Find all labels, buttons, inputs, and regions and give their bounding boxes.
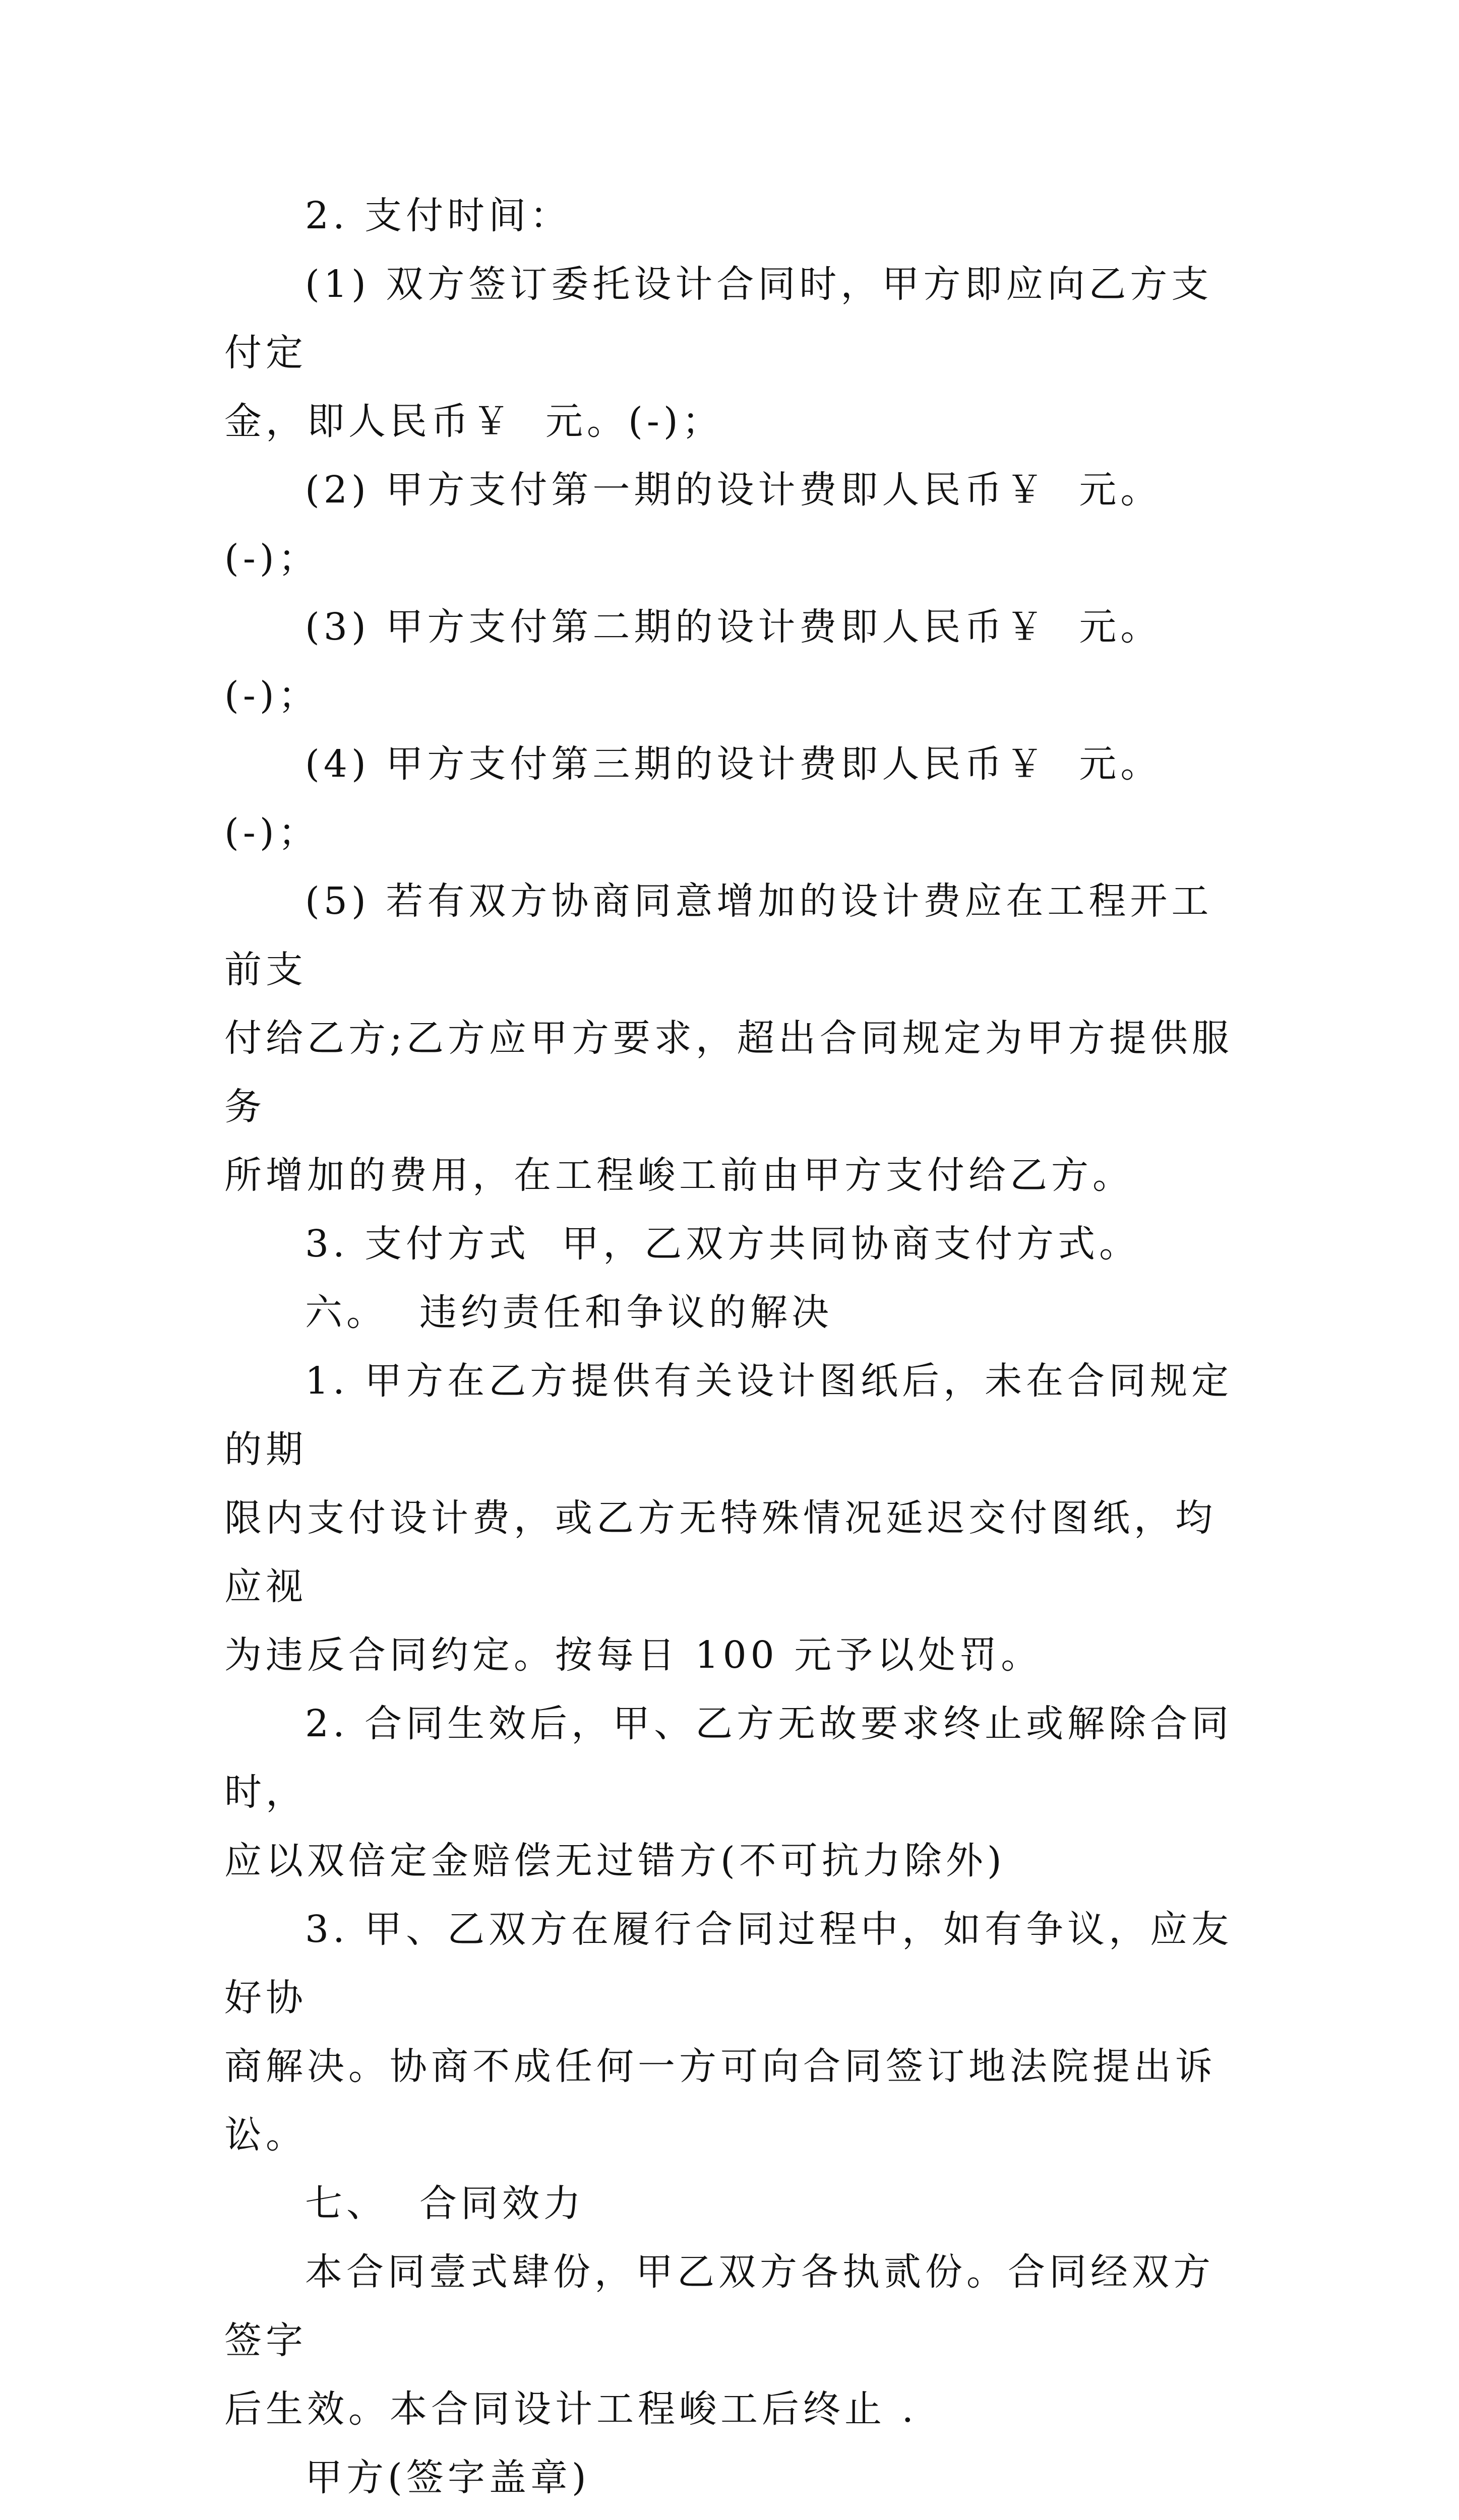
text-line: (4) 甲方支付第三期的设计费即人民币￥ 元。(-)； — [224, 742, 1162, 854]
text-line: 后生效。本合同设计工程峻工后终止 . — [224, 2387, 918, 2431]
text-line: (5) 若有双方协商同意增加的设计费应在工程开工前支 — [224, 879, 1213, 991]
text-line: 3. 甲、乙双方在履行合同过程中，如有争议，应友好协 — [224, 1908, 1233, 2020]
text-line: 限内支付设计费，或乙方无特殊情况延迟交付图纸，均应视 — [224, 1496, 1217, 1608]
phone-line — [224, 2512, 1248, 2520]
text-line: 1. 甲方在乙方提供有关设计图纸后，未在合同规定的期 — [224, 1359, 1233, 1471]
text-line: 所增加的费用，在工程峻工前由甲方支付给乙方。 — [224, 1154, 1134, 1197]
text-line: 本合同壹式肆份，甲乙双方各执贰份。合同经双方签字 — [224, 2250, 1214, 2362]
text-line: 金，即人民币￥ 元。(-)； — [224, 400, 723, 443]
section-heading: 七、 合同效力 — [305, 2182, 585, 2225]
text-line: 付给乙方;乙方应甲方要求，超出合同规定为甲方提供服务 — [224, 1017, 1233, 1128]
text-line: 应以双倍定金赔偿无过错方(不可抗力除外) — [224, 1839, 1006, 1882]
text-line: 商解决。协商不成任何一方可向合同签订地法院提出诉讼。 — [224, 2045, 1217, 2157]
section-heading: 六。 违约责任和争议的解决 — [305, 1291, 833, 1334]
text-line: (1) 双方签订委托设计合同时，甲方即应向乙方支付定 — [224, 263, 1213, 374]
document-body — [224, 181, 1248, 2520]
text-line: 为违反合同约定。按每日 100 元予以处罚。 — [224, 1633, 1043, 1677]
text-line: 2. 支付时间： — [305, 194, 572, 237]
text-line: (3) 甲方支付第二期的设计费即人民币￥ 元。(-)； — [224, 605, 1162, 717]
text-line: 2. 合同生效后，甲、乙方无故要求终止或解除合同时， — [224, 1702, 1233, 1814]
text-line: 3. 支付方式 甲，乙双方共同协商支付方式。 — [305, 1222, 1141, 1266]
text-line: (2) 甲方支付第一期的设计费即人民币￥ 元。(-)； — [224, 468, 1162, 580]
signature-line-party-a: 甲方(签字盖章) — [305, 2456, 590, 2499]
